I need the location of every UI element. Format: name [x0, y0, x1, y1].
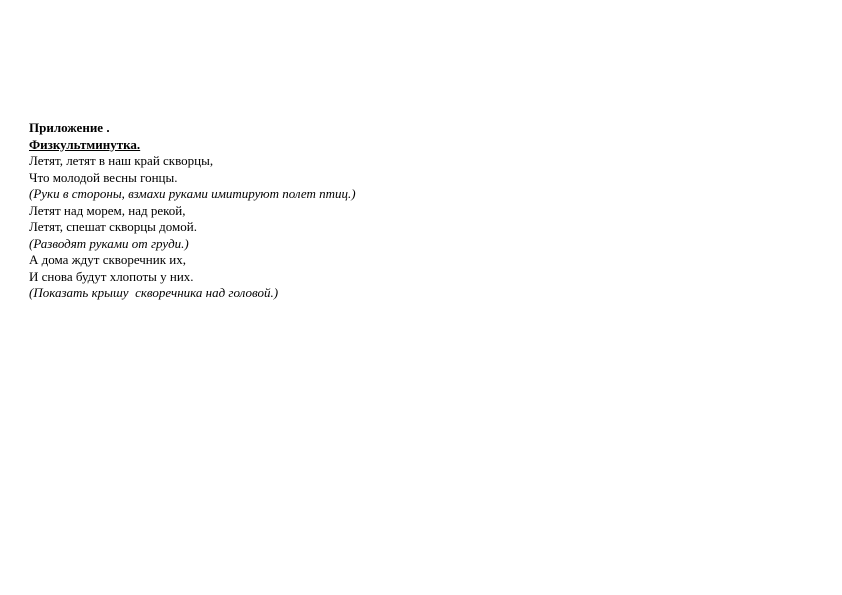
instruction-line: (Показать крышу скворечника над головой.) — [29, 285, 279, 300]
text-block — [29, 120, 356, 302]
poem-line: Что молодой весны гонцы. — [29, 169, 178, 185]
appendix-heading: Приложение . — [29, 120, 110, 135]
poem-line: А дома ждут скворечник их, — [29, 252, 186, 267]
poem-line: Летят, спешат скворцы домой. — [29, 219, 197, 234]
section-subheading: Физкультминутка. — [29, 136, 141, 152]
poem-line: Летят, летят в наш край скворцы, — [29, 153, 214, 168]
poem-line: И снова будут хлопоты у них. — [29, 268, 194, 284]
poem-line: Летят над морем, над рекой, — [29, 202, 186, 218]
instruction-line: (Разводят руками от груди.) — [29, 235, 189, 251]
instruction-line: (Руки в стороны, взмахи руками имитируют полет птиц.) — [29, 186, 356, 201]
